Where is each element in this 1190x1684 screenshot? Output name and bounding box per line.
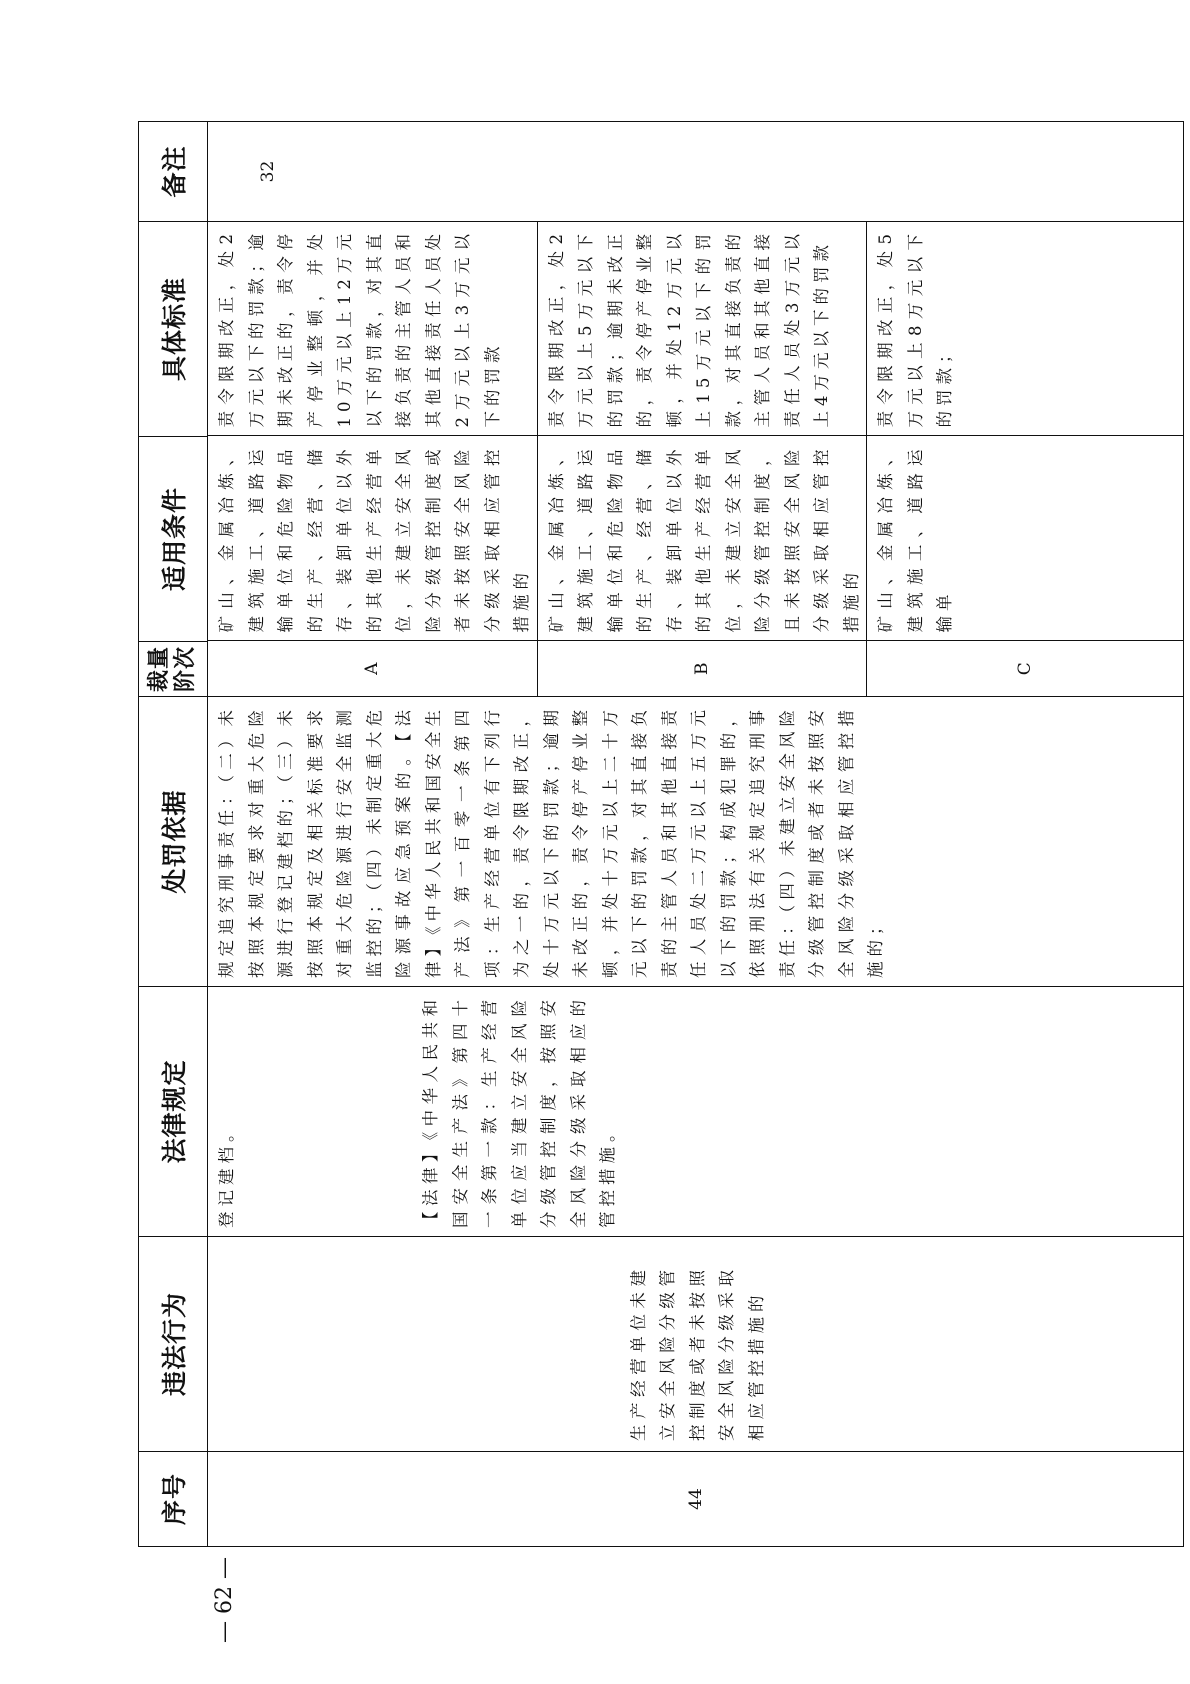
basis-text: 规定追究刑事责任：（二）未按照本规定要求对重大危险源进行登记建档的；（三）未按照本规定及相关标准要求对重大危险源进行安全监测监控的；（四）未制定重大危险源事故应急预案的。【法律】《中华人民共和国安全生产法》第一百零一条第四项：生产经营单位有下列行为之一的，责令限期改正，处十万元以下的罚款；逾期未改正的，责令停产停业整顿，并处十万元以上二十万元以下的罚款，对其直接负责的主管人员和其他直接责任人员处二万元以上五万元以下的罚款；构成犯罪的，依照刑法有关规定追究刑事责任：（四）未建立安全风险分级管控制度或者未按照安全风险分级采取相应管控措施的； [217, 705, 885, 978]
page-number-container [205, 1540, 245, 1660]
level-b-standard: 责令限期改正，处2万元以上5万元以下的罚款；逾期未改正的，责令停产停业整顿，并处12万元以上15万元以下的罚款，对其直接负责的主管人员和其他直接责任人员处3万元以上4万元以下的罚款 [546, 229, 831, 428]
cell-level [208, 222, 1184, 697]
level-row-b [537, 221, 867, 696]
cell-law [208, 987, 1184, 1237]
header-seq: 序号 [139, 1452, 208, 1547]
penalty-table [138, 121, 1184, 1547]
level-a-standard: 责令限期改正，处2万元以下的罚款；逾期未改正的，责令停产停业整顿，并处10万元以上12万元以下的罚款，对其直接负责的主管人员和其他直接责任人员处2万元以上3万元以下的罚款 [217, 229, 502, 428]
header-basis: 处罚依据 [139, 697, 208, 987]
law-prev-text: 登记建档。 [217, 1120, 236, 1228]
header-behavior: 违法行为 [139, 1237, 208, 1452]
page-number: — 62 — [212, 1557, 237, 1643]
behavior-text: 生产经营单位未建立安全风险分级管控制度或者未按照安全风险分级采取相应管控措施的 [628, 1265, 766, 1441]
cell-basis [208, 697, 1184, 987]
level-a-label: A [362, 662, 383, 675]
header-level: 裁量阶次 [139, 642, 208, 697]
seq-number: 44 [685, 1488, 706, 1510]
level-a-condition: 矿山、金属冶炼、建筑施工、道路运输单位和危险物品的生产、经营、储存、装卸单位以外的其他生产经营单位，未建立安全风险分级管控制度或者未按照安全风险分级采取相应管控措施的 [217, 444, 531, 633]
level-row-a [208, 221, 537, 696]
header-law: 法律规定 [139, 987, 208, 1237]
level-row-c [867, 221, 1184, 696]
header-remark: 备注 [139, 122, 208, 222]
level-b-condition: 矿山、金属冶炼、建筑施工、道路运输单位和危险物品的生产、经营、储存、装卸单位以外的其他生产经营单位，未建立安全风险分级管控制度，且未按照安全风险分级采取相应管控措施的 [546, 444, 861, 633]
remark-number: 32 [258, 160, 278, 183]
level-c-standard: 责令限期改正，处5万元以上8万元以下的罚款； [876, 229, 954, 428]
level-c-label: C [1015, 662, 1035, 676]
rotated-table-page [138, 122, 1068, 1547]
table-row [208, 122, 1184, 1547]
level-subtable [208, 221, 1183, 696]
level-b-label: B [691, 662, 712, 675]
cell-behavior [208, 1237, 1184, 1452]
law-text: 【法律】《中华人民共和国安全生产法》第四十一条第一款：生产经营单位应当建立安全风险分级管控制度，按照安全风险分级采取相应的管控措施。 [421, 995, 617, 1228]
header-row [139, 122, 208, 1547]
header-condition: 适用条件 [139, 437, 208, 642]
cell-seq [208, 1452, 1184, 1547]
header-standard: 具体标准 [139, 222, 208, 437]
cell-remark [208, 122, 1184, 222]
level-c-condition: 矿山、金属冶炼、建筑施工、道路运输单 [876, 444, 954, 633]
